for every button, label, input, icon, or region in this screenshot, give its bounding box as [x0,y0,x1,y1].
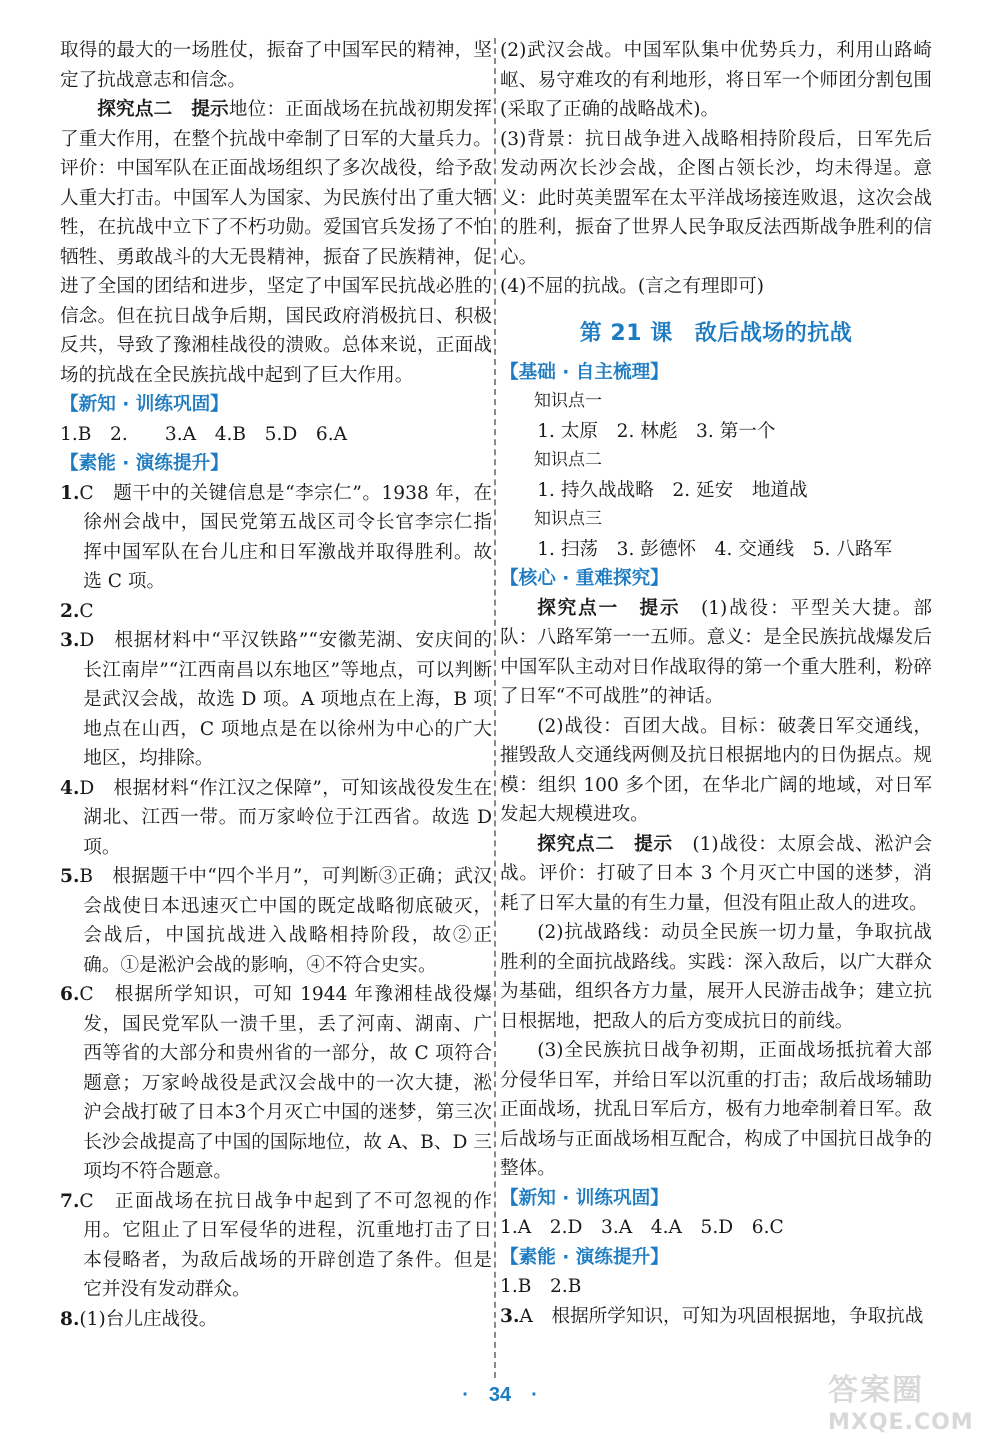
explore-point-two [60,95,492,390]
item-explanation: 根据材料“作江汉之保障”，可知该战役发生在湖北、江西一带。而万家岭位于江西省。故选 D 项。 [83,777,492,858]
item-answer: A [519,1305,533,1327]
knowledge-point-answers: 1. 太原 2. 林彪 3. 第一个 [537,420,776,442]
item-number: 8. [60,1308,80,1330]
item-number: 3. [500,1305,520,1327]
item-answer: (1)台儿庄战役。 [79,1308,218,1330]
explore-point-one [500,594,932,712]
answer-item [60,597,492,627]
item-explanation: 正面战场在抗日战争中起到了不可忽视的作用。它阻止了日军侵华的进程，沉重地打击了日本侵略者，为敌后战场的开辟创造了条件。但是它并没有发动群众。 [83,1190,492,1300]
explore-label: 探究点二 提示 [537,833,673,855]
knowledge-point-label: 知识点二 [534,450,602,470]
section-heading-ability: 【素能 · 演练提升】 [500,1246,669,1268]
item-answer: D [79,630,95,651]
explore-label: 探究点一 提示 [537,597,681,619]
answer-item [60,980,492,1187]
section-heading-ability: 【素能 · 演练提升】 [60,453,229,474]
q8-part-4: (4)不屈的抗战。(言之有理即可) [500,276,764,297]
knowledge-point-label: 知识点三 [534,509,602,529]
explore-point-one-part-2: (2)战役：百团大战。目标：破袭日军交通线，摧毁敌人交通线两侧及抗日根据地内的日伪据点。规模：组织 100 多个团，在华北广阔的地域，对日军发起大规模进攻。 [500,715,932,825]
answer-item [60,862,492,980]
page-number: · 34 · [462,1384,538,1406]
explore-label: 探究点二 提示 [97,99,229,120]
explore-text: (1)战役：太原会战、淞沪会战。评价：打破了日本 3 个月灭亡中国的迷梦，消耗了日军大量的有生力量，但没有阻止敌人的进攻。 [500,833,932,914]
explore-point-two-part-2: (2)抗战路线：动员全民族一切力量，争取抗战胜利的全面抗战路线。实践：深入敌后，以广大群众为基础，组织各方力量，展开人民游击战争；建立抗日根据地，把敌人的后方变成抗日的前线。 [500,922,932,1032]
new-knowledge-answers: 1.A 2.D 3.A 4.A 5.D 6.C [500,1217,784,1238]
item-answer: C [79,1190,94,1212]
item-number: 3. [60,630,80,651]
q8-part-3: (3)背景：抗日战争进入战略相持阶段后，日军先后发动两次长沙会战，企图占领长沙，均未得逞。意义：此时英美盟军在太平洋战场接连败退，这次会战的胜利，振奋了世界人民争取反法西斯战争胜利的信心。 [500,128,932,268]
knowledge-point-label: 知识点一 [534,391,602,411]
item-explanation: 根据所学知识，可知为巩固根据地，争取抗战 [551,1305,924,1327]
answer-item [60,1187,492,1305]
explore-point-two-part-3: (3)全民族抗日战争初期，正面战场抵抗着大部分侵华日军，并给日军以沉重的打击；敌后战场辅助正面战场，扰乱日军后方，极有力地牵制着日军。敌后战场与正面战场相互配合，构成了中国抗日战争的整体。 [500,1040,932,1179]
watermark-text: 答案圈 [828,1373,924,1408]
watermark-logo [828,1372,988,1447]
item-number: 2. [60,600,80,622]
item-explanation: 题干中的关键信息是“李宗仁”。1938 年，在徐州会战中，国民党第五战区司令长官李宗仁指挥中国军队在台儿庄和日军激战并取得胜利。故选 C 项。 [83,482,492,592]
paragraph-continuation: 取得的最大的一场胜仗，振奋了中国军民的精神，坚定了抗战意志和信念。 [60,40,492,91]
answer-item [60,479,492,597]
knowledge-point-answers: 1. 持久战战略 2. 延安 地道战 [537,479,808,501]
explore-text: 地位：正面战场在抗战初期发挥了重大作用，在整个抗战中牵制了日军的大量兵力。评价：中国军队在正面战场组织了多次战役，给予敌人重大打击。中国军人为国家、为民族付出了重大牺牲，在抗战中立下了不朽功勋。爱国官兵发扬了不怕牺牲、勇敢战斗的大无畏精神，振奋了民族精神，促进了全国的团结和进步，坚定了中国军民抗战必胜的信念。但在抗日战争后期，国民政府消极抗日、积极反共，导致了豫湘桂战役的溃败。总体来说，正面战场的抗战在全民族抗战中起到了巨大作用。 [60,99,492,386]
knowledge-point-answers: 1. 扫荡 3. 彭德怀 4. 交通线 5. 八路军 [537,538,893,560]
item-answer: C [79,984,94,1005]
item-answer: B [79,866,94,887]
section-heading-new-knowledge: 【新知 · 训练巩固】 [500,1187,669,1209]
answer-item [60,774,492,863]
item-number: 5. [60,866,80,887]
item-number: 1. [60,482,80,504]
lesson-title [500,316,932,352]
lesson-number: 第 21 课 [579,320,673,346]
item-explanation: 根据题干中“四个半月”，可判断③正确；武汉会战使日本迅速灭亡中国的既定战略彻底破灭，会战后，中国抗战进入战略相持阶段，故②正确。①是淞沪会战的影响，④不符合史实。 [83,866,492,976]
q8-part-2: (2)武汉会战。中国军队集中优势兵力，利用山路崎岖、易守难攻的有利地形，将日军一个师团分割包围(采取了正确的战略战术)。 [500,40,932,120]
section-heading-new-knowledge: 【新知 · 训练巩固】 [60,394,229,415]
ability-answers: 1.B 2.B [500,1276,582,1297]
explore-text: (1)战役：平型关大捷。部队：八路军第一一五师。意义：是全民族抗战爆发后中国军队主动对日作战取得的第一个重大胜利，粉碎了日军“不可战胜”的神话。 [500,597,932,707]
item-answer: C [79,600,94,622]
answer-item [500,1302,932,1332]
item-answer: D [79,777,95,799]
item-answer: C [79,482,94,504]
answer-item [60,626,492,774]
left-column [60,36,492,1334]
item-number: 7. [60,1190,80,1212]
section-heading-core: 【核心 · 重难探究】 [500,568,669,589]
column-divider [494,38,496,1378]
new-knowledge-answers: 1.B 2. 3.A 4.B 5.D 6.A [60,423,348,445]
lesson-name: 敌后战场的抗战 [694,320,853,346]
answer-item [60,1305,492,1335]
item-explanation: 根据所学知识，可知 1944 年豫湘桂战役爆发，国民党军队一溃千里，丢了河南、湖南、广西等省的大部分和贵州省的一部分，故 C 项符合题意；万家岭战役是武汉会战中的一次大捷，淞沪会战打破了日本3个月灭亡中国的迷梦，第三次长沙会战提高了中国的国际地位，故 A、B、D 三项均不符合题意。 [83,984,492,1182]
explore-point-two [500,830,932,919]
item-number: 4. [60,777,80,799]
item-number: 6. [60,984,80,1005]
section-heading-basic: 【基础 · 自主梳理】 [500,361,669,383]
watermark-url: MXQE.COM [828,1410,974,1435]
item-explanation: 根据材料中“平汉铁路”“安徽芜湖、安庆间的长江南岸”“江西南昌以东地区”等地点，可以判断是武汉会战，故选 D 项。A 项地点在上海，B 项地点在山西，C 项地点是在以徐州为中心的广大地区，均排除。 [83,630,492,769]
right-column [500,36,932,1331]
